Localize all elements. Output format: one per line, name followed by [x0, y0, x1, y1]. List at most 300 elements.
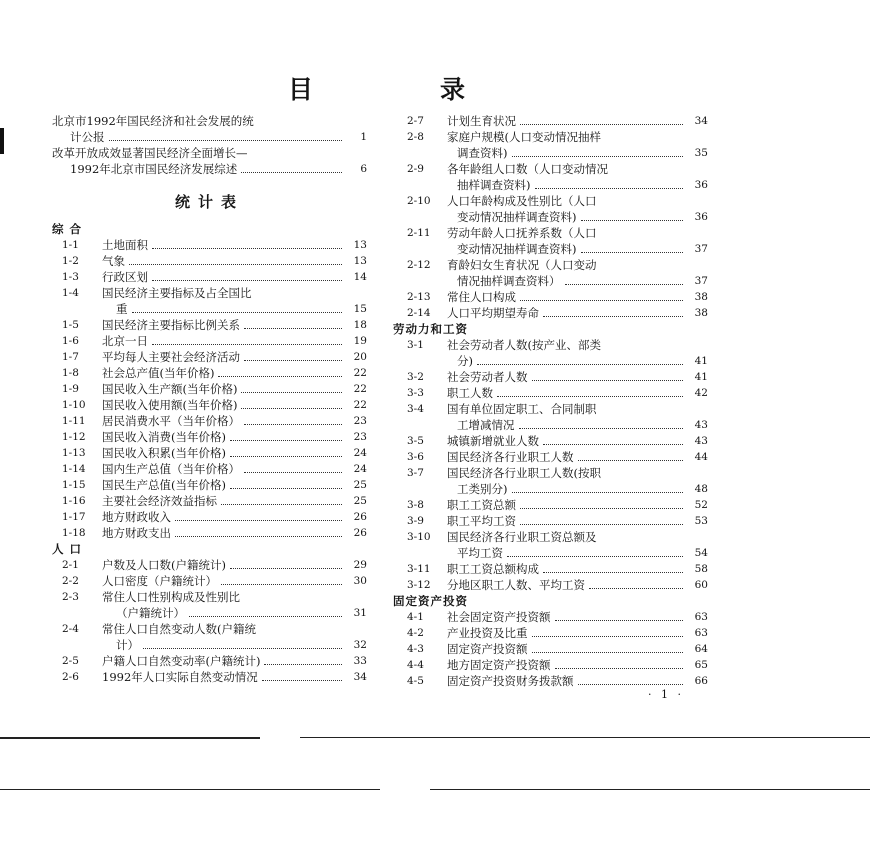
entry-code: 3-7: [407, 467, 424, 479]
entry-label: 国民收入消费(当年价格): [102, 430, 226, 444]
toc-entry: [393, 113, 708, 129]
leader-dots: [262, 680, 342, 681]
toc-entry: [52, 621, 367, 637]
toc-entry: [393, 161, 708, 177]
entry-code: 1-12: [62, 431, 86, 443]
entry-label: 人口平均期望寿命: [447, 306, 539, 320]
entry-page: 37: [694, 275, 708, 287]
intro-entry: [52, 145, 367, 161]
leader-dots: [175, 536, 342, 537]
entry-label: 地方固定资产投资额: [447, 658, 551, 672]
entry-page: 26: [353, 511, 367, 523]
entry-label: 职工人数: [447, 386, 493, 400]
entry-label: 固定资产投资财务拨款额: [447, 674, 574, 688]
entry-code: 3-11: [407, 563, 431, 575]
entry-label: 居民消费水平（当年价格）: [102, 414, 240, 428]
entry-label-cont: 变动情况抽样调查资料): [457, 242, 577, 256]
title-char-2: 录: [440, 75, 466, 104]
toc-entry: [393, 625, 708, 641]
entry-label: 地方财政收入: [102, 510, 171, 524]
entry-code: 3-1: [407, 339, 424, 351]
entry-code: 2-3: [62, 591, 79, 603]
toc-entry: [393, 513, 708, 529]
toc-entry: [393, 369, 708, 385]
entry-code: 1-5: [62, 319, 79, 331]
entry-label-cont: 情况抽样调查资料）: [457, 274, 561, 288]
entry-label: 人口密度（户籍统计）: [102, 574, 217, 588]
entry-page: 25: [353, 495, 367, 507]
toc-entry: [52, 493, 367, 509]
entry-page: 66: [694, 675, 708, 687]
entry-page: 15: [353, 303, 367, 315]
title-char-1: 目: [288, 75, 314, 104]
entry-page: 31: [353, 607, 367, 619]
entry-label: 职工平均工资: [447, 514, 516, 528]
entry-label: 1992年人口实际自然变动情况: [102, 670, 258, 684]
intro-label-cont: 1992年北京市国民经济发展综述: [70, 162, 238, 176]
leader-dots: [519, 428, 684, 429]
intro-entry: [52, 113, 367, 129]
leader-dots: [241, 392, 342, 393]
entry-label: 平均每人主要社会经济活动: [102, 350, 240, 364]
toc-entry: [52, 237, 367, 253]
entry-label: 固定资产投资额: [447, 642, 528, 656]
leader-dots: [230, 440, 342, 441]
entry-page: 52: [694, 499, 708, 511]
entry-code: 2-1: [62, 559, 79, 571]
leader-dots: [230, 568, 342, 569]
entry-label: 职工工资总额: [447, 498, 516, 512]
entry-code: 1-11: [62, 415, 86, 427]
entry-label: 行政区划: [102, 270, 148, 284]
entry-label: 社会劳动者人数: [447, 370, 528, 384]
toc-entry-continuation: [52, 637, 367, 653]
entry-code: 3-3: [407, 387, 424, 399]
toc-entry-continuation: [393, 241, 708, 257]
entry-code: 2-2: [62, 575, 79, 587]
entry-label: 家庭户规模(人口变动情况抽样: [447, 130, 601, 144]
entry-code: 3-8: [407, 499, 424, 511]
entry-label-cont: 抽样调查资料): [457, 178, 531, 192]
entry-page: 22: [353, 367, 367, 379]
leader-dots: [129, 264, 342, 265]
entry-page: 37: [694, 243, 708, 255]
toc-entry-continuation: [52, 605, 367, 621]
toc-entry: [52, 557, 367, 573]
entry-code: 2-12: [407, 259, 431, 271]
leader-dots: [507, 556, 683, 557]
toc-entry: [393, 449, 708, 465]
leader-dots: [241, 172, 342, 173]
entry-page: 48: [694, 483, 708, 495]
entry-page: 36: [694, 211, 708, 223]
leader-dots: [477, 364, 683, 365]
leader-dots: [221, 584, 342, 585]
entry-label-cont: 变动情况抽样调查资料): [457, 210, 577, 224]
leader-dots: [175, 520, 342, 521]
toc-entry-continuation: [393, 353, 708, 369]
entry-label: 主要社会经济效益指标: [102, 494, 217, 508]
scan-rule-left: [0, 737, 260, 739]
entry-code: 2-13: [407, 291, 431, 303]
toc-entry-continuation: [393, 545, 708, 561]
entry-page: 19: [353, 335, 367, 347]
toc-entry: [393, 433, 708, 449]
entry-page: 65: [694, 659, 708, 671]
binding-edge-mark: [0, 128, 4, 154]
entry-page: 14: [353, 271, 367, 283]
left-entries: [52, 221, 367, 685]
entry-page: 63: [694, 627, 708, 639]
leader-dots: [565, 284, 684, 285]
leader-dots: [581, 220, 684, 221]
leader-dots: [555, 620, 684, 621]
leader-dots: [532, 652, 684, 653]
leader-dots: [543, 316, 683, 317]
entry-label: 常住人口自然变动人数(户籍统: [102, 622, 256, 636]
leader-dots: [497, 396, 683, 397]
entry-code: 3-5: [407, 435, 424, 447]
toc-entry: [52, 285, 367, 301]
leader-dots: [221, 504, 342, 505]
entry-page: 34: [694, 115, 708, 127]
entry-label: 地方财政支出: [102, 526, 171, 540]
entry-label: 常住人口构成: [447, 290, 516, 304]
entry-page: 25: [353, 479, 367, 491]
entry-code: 4-4: [407, 659, 424, 671]
entry-code: 1-15: [62, 479, 86, 491]
entry-code: 1-7: [62, 351, 79, 363]
toc-entry: [393, 401, 708, 417]
page-number: · 1 ·: [648, 688, 684, 701]
toc-entry-continuation: [393, 273, 708, 289]
entry-label: 气象: [102, 254, 125, 268]
entry-code: 1-14: [62, 463, 86, 475]
entry-code: 1-6: [62, 335, 79, 347]
entry-label-cont: 重: [116, 302, 128, 316]
entry-page: 63: [694, 611, 708, 623]
entry-code: 2-5: [62, 655, 79, 667]
entry-page: 38: [694, 291, 708, 303]
toc-entry: [52, 477, 367, 493]
leader-dots: [109, 140, 343, 141]
entry-label: 社会固定资产投资额: [447, 610, 551, 624]
entry-page: 60: [694, 579, 708, 591]
entry-page: 23: [353, 431, 367, 443]
entry-page: 54: [694, 547, 708, 559]
toc-entry: [52, 429, 367, 445]
entry-label: 土地面积: [102, 238, 148, 252]
toc-entry: [393, 305, 708, 321]
toc-entry: [52, 349, 367, 365]
scan-rule-right: [300, 737, 870, 738]
entry-code: 1-4: [62, 287, 79, 299]
toc-entry-continuation: [393, 145, 708, 161]
entry-code: 1-10: [62, 399, 86, 411]
entry-label: 国民经济主要指标及占全国比: [102, 286, 252, 300]
leader-dots: [244, 360, 342, 361]
toc-entry: [393, 641, 708, 657]
toc-entry: [393, 193, 708, 209]
right-entries: [393, 113, 708, 689]
leader-dots: [244, 328, 342, 329]
intro-label-cont: 计公报: [70, 130, 105, 144]
leader-dots: [132, 312, 343, 313]
leader-dots: [589, 588, 683, 589]
toc-entry: [52, 525, 367, 541]
entry-code: 1-3: [62, 271, 79, 283]
entry-code: 2-11: [407, 227, 431, 239]
entry-label: 分地区职工人数、平均工资: [447, 578, 585, 592]
entry-code: 1-1: [62, 239, 79, 251]
entry-page: 44: [694, 451, 708, 463]
entry-code: 2-10: [407, 195, 431, 207]
entry-label: 国民经济各行业职工人数: [447, 450, 574, 464]
leader-dots: [543, 572, 683, 573]
entry-label: 户籍人口自然变动率(户籍统计): [102, 654, 261, 668]
entry-label: 国民经济主要指标比例关系: [102, 318, 240, 332]
entry-label: 国民生产总值(当年价格): [102, 478, 226, 492]
entry-label: 劳动年龄人口抚养系数（人口: [447, 226, 597, 240]
entry-label-cont: 工类别分): [457, 482, 508, 496]
toc-entry: [52, 253, 367, 269]
entry-code: 3-12: [407, 579, 431, 591]
entry-code: 2-9: [407, 163, 424, 175]
toc-entry: [52, 397, 367, 413]
toc-entry: [52, 317, 367, 333]
entry-label: 产业投资及比重: [447, 626, 528, 640]
toc-entry: [52, 669, 367, 685]
entry-label: 国民经济各行业职工资总额及: [447, 530, 597, 544]
entry-label: 国民收入生产额(当年价格): [102, 382, 238, 396]
leader-dots: [520, 124, 683, 125]
entry-label: 国民收入积累(当年价格): [102, 446, 226, 460]
intro-label: 北京市1992年国民经济和社会发展的统: [52, 114, 254, 128]
entry-code: 2-7: [407, 115, 424, 127]
leader-dots: [152, 344, 342, 345]
leader-dots: [244, 424, 342, 425]
leader-dots: [218, 376, 342, 377]
toc-entry: [52, 509, 367, 525]
entry-label: 户数及人口数(户籍统计): [102, 558, 226, 572]
entry-page: 20: [353, 351, 367, 363]
intro-label: 改革开放成效显著国民经济全面增长—: [52, 146, 248, 160]
scan-rule-bottom-right: [430, 789, 870, 790]
entry-label: 人口年龄构成及性别比（人口: [447, 194, 597, 208]
scan-rule-bottom-left: [0, 789, 380, 790]
leader-dots: [244, 472, 342, 473]
toc-entry-continuation: [393, 177, 708, 193]
toc-entry: [52, 381, 367, 397]
entry-page: 29: [353, 559, 367, 571]
entry-label-cont: 调查资料): [457, 146, 508, 160]
entry-label-cont: 分): [457, 354, 473, 368]
entry-page: 41: [694, 355, 708, 367]
entry-code: 1-18: [62, 527, 86, 539]
leader-dots: [578, 460, 684, 461]
entry-label: 育龄妇女生育状况（人口变动: [447, 258, 597, 272]
toc-entry-continuation: [393, 481, 708, 497]
entry-label: 常住人口性别构成及性别比: [102, 590, 240, 604]
section-heading: 综合: [52, 222, 87, 236]
entry-label: 国民收入使用额(当年价格): [102, 398, 238, 412]
toc-subheading: 统计表: [174, 193, 244, 211]
entry-code: 1-13: [62, 447, 86, 459]
leader-dots: [189, 616, 342, 617]
entry-page: 22: [353, 399, 367, 411]
leader-dots: [512, 492, 684, 493]
entry-label-cont: （户籍统计）: [116, 606, 185, 620]
toc-entry: [393, 497, 708, 513]
leader-dots: [512, 156, 684, 157]
toc-entry: [52, 269, 367, 285]
entry-page: 38: [694, 307, 708, 319]
entry-code: 1-2: [62, 255, 79, 267]
intro-entry-continuation: [52, 161, 367, 177]
entry-page: 23: [353, 415, 367, 427]
entry-code: 2-8: [407, 131, 424, 143]
toc-entry: [52, 461, 367, 477]
entry-label: 各年龄组人口数（人口变动情况: [447, 162, 608, 176]
entry-page: 43: [694, 419, 708, 431]
entry-code: 2-14: [407, 307, 431, 319]
toc-entry: [52, 589, 367, 605]
entry-label-cont: 计）: [116, 638, 139, 652]
entry-code: 1-8: [62, 367, 79, 379]
toc-entry: [52, 573, 367, 589]
entry-page: 33: [353, 655, 367, 667]
entry-page: 41: [694, 371, 708, 383]
leader-dots: [230, 488, 342, 489]
entry-page: 53: [694, 515, 708, 527]
leader-dots: [543, 444, 683, 445]
toc-entry: [393, 337, 708, 353]
entry-label: 职工工资总额构成: [447, 562, 539, 576]
leader-dots: [152, 280, 342, 281]
toc-entry: [52, 365, 367, 381]
toc-entry: [393, 609, 708, 625]
toc-entry: [393, 657, 708, 673]
toc-left-column: [52, 113, 367, 685]
toc-entry-continuation: [393, 209, 708, 225]
toc-entry: [393, 257, 708, 273]
leader-dots: [264, 664, 342, 665]
leader-dots: [520, 508, 683, 509]
entry-page: 64: [694, 643, 708, 655]
intro-page: 6: [360, 163, 367, 175]
entry-code: 4-3: [407, 643, 424, 655]
entry-label: 城镇新增就业人数: [447, 434, 539, 448]
entry-code: 4-1: [407, 611, 424, 623]
entry-page: 30: [353, 575, 367, 587]
entry-page: 18: [353, 319, 367, 331]
toc-title: [0, 70, 870, 104]
toc-entry: [393, 529, 708, 545]
entry-label: 国有单位固定职工、合同制职: [447, 402, 597, 416]
entry-code: 2-4: [62, 623, 79, 635]
entry-page: 13: [353, 239, 367, 251]
toc-entry: [393, 225, 708, 241]
toc-entry: [52, 413, 367, 429]
entry-page: 35: [694, 147, 708, 159]
entry-code: 1-16: [62, 495, 86, 507]
leader-dots: [581, 252, 684, 253]
entry-code: 2-6: [62, 671, 79, 683]
entry-code: 3-2: [407, 371, 424, 383]
entry-page: 58: [694, 563, 708, 575]
entry-label: 国内生产总值（当年价格）: [102, 462, 240, 476]
toc-entry: [393, 129, 708, 145]
leader-dots: [241, 408, 342, 409]
toc-entry-continuation: [52, 301, 367, 317]
leader-dots: [578, 684, 684, 685]
entry-code: 3-9: [407, 515, 424, 527]
entry-page: 13: [353, 255, 367, 267]
leader-dots: [143, 648, 342, 649]
entry-page: 32: [353, 639, 367, 651]
leader-dots: [520, 300, 683, 301]
entry-page: 34: [353, 671, 367, 683]
entry-page: 43: [694, 435, 708, 447]
entry-label: 国民经济各行业职工人数(按职: [447, 466, 601, 480]
leader-dots: [152, 248, 342, 249]
toc-entry: [393, 673, 708, 689]
leader-dots: [532, 636, 684, 637]
entry-page: 42: [694, 387, 708, 399]
entry-label: 北京一日: [102, 334, 148, 348]
leader-dots: [535, 188, 684, 189]
entry-code: 1-17: [62, 511, 86, 523]
toc-right-column: [393, 113, 708, 689]
leader-dots: [532, 380, 684, 381]
toc-entry-continuation: [393, 417, 708, 433]
entry-label: 社会劳动者人数(按产业、部类: [447, 338, 601, 352]
leader-dots: [555, 668, 684, 669]
toc-entry: [393, 289, 708, 305]
entry-page: 26: [353, 527, 367, 539]
entry-code: 3-6: [407, 451, 424, 463]
entry-code: 4-5: [407, 675, 424, 687]
entry-code: 4-2: [407, 627, 424, 639]
entry-label-cont: 工增减情况: [457, 418, 515, 432]
entry-page: 22: [353, 383, 367, 395]
entry-label-cont: 平均工资: [457, 546, 503, 560]
entry-page: 24: [353, 447, 367, 459]
entry-label: 计划生育状况: [447, 114, 516, 128]
section-heading: 人口: [52, 542, 87, 556]
section-heading: 固定资产投资: [393, 594, 468, 608]
leader-dots: [230, 456, 342, 457]
entry-label: 社会总产值(当年价格): [102, 366, 215, 380]
intro-entries: [52, 113, 367, 177]
entry-page: 36: [694, 179, 708, 191]
entry-page: 24: [353, 463, 367, 475]
toc-entry: [52, 445, 367, 461]
entry-code: 3-4: [407, 403, 424, 415]
entry-code: 1-9: [62, 383, 79, 395]
toc-entry: [52, 333, 367, 349]
leader-dots: [520, 524, 683, 525]
intro-page: 1: [360, 131, 367, 143]
toc-entry: [393, 465, 708, 481]
entry-code: 3-10: [407, 531, 431, 543]
toc-entry: [393, 561, 708, 577]
toc-entry: [393, 385, 708, 401]
toc-entry: [393, 577, 708, 593]
section-heading: 劳动力和工资: [393, 322, 468, 336]
toc-entry: [52, 653, 367, 669]
intro-entry-continuation: [52, 129, 367, 145]
